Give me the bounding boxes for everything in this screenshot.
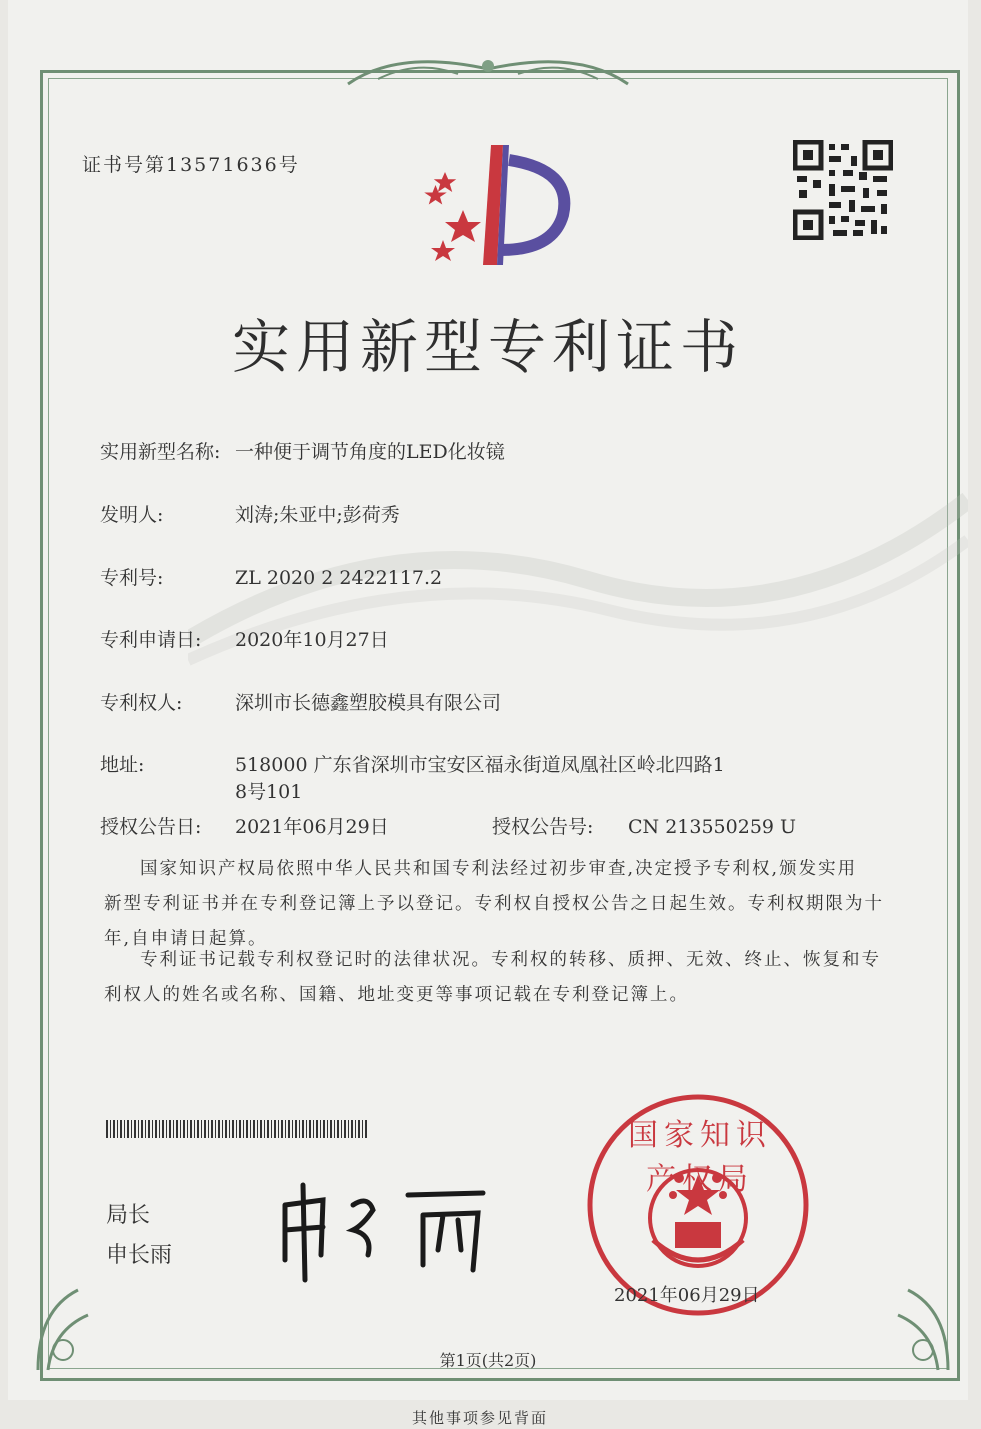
cnipa-logo-icon bbox=[413, 140, 573, 270]
field-value: CN 213550259 U bbox=[628, 816, 797, 838]
text-line: 国家知识产权局依照中华人民共和国专利法经过初步审查,决定授予专利权,颁发实用 bbox=[140, 859, 858, 879]
top-ornament-icon bbox=[338, 44, 638, 94]
field-value: 2020年10月27日 bbox=[235, 629, 389, 651]
declaration-paragraph-2 bbox=[104, 943, 894, 1013]
field-label: 发明人: bbox=[100, 504, 164, 526]
certificate-sheet bbox=[8, 0, 968, 1400]
page-number: 第1页(共2页) bbox=[439, 1351, 537, 1370]
field-value-line2: 8号101 bbox=[235, 781, 303, 803]
field-filing-date bbox=[100, 625, 389, 652]
field-patentee bbox=[100, 688, 501, 715]
qr-code-icon bbox=[793, 140, 893, 240]
field-grant-date bbox=[100, 812, 389, 839]
certificate-number: 证书号第13571636号 bbox=[82, 154, 300, 176]
field-value: ZL 2020 2 2422117.2 bbox=[235, 567, 443, 589]
field-value: 2021年06月29日 bbox=[235, 816, 389, 838]
field-address bbox=[100, 750, 725, 777]
seal-date: 2021年06月29日 bbox=[614, 1285, 760, 1306]
field-inventors bbox=[100, 500, 400, 527]
field-label: 实用新型名称: bbox=[100, 441, 221, 463]
field-value: 深圳市长德鑫塑胶模具有限公司 bbox=[235, 692, 502, 714]
field-value: 一种便于调节角度的LED化妆镜 bbox=[235, 441, 505, 463]
declaration-paragraph-1 bbox=[104, 852, 894, 957]
text-line: 年,自申请日起算。 bbox=[104, 929, 268, 949]
field-label: 授权公告日: bbox=[100, 816, 202, 838]
text-line: 专利证书记载专利权登记时的法律状况。专利权的转移、质押、无效、终止、恢复和专 bbox=[140, 950, 881, 970]
certificate-title: 实用新型专利证书 bbox=[231, 313, 744, 381]
text-line: 新型专利证书并在专利登记簿上予以登记。专利权自授权公告之日起生效。专利权期限为十 bbox=[104, 894, 884, 914]
field-announcement-number bbox=[492, 812, 796, 839]
field-label: 专利申请日: bbox=[100, 629, 202, 651]
field-label: 专利权人: bbox=[100, 692, 183, 714]
back-page-note: 其他事项参见背面 bbox=[411, 1409, 548, 1427]
seal-text: 国家知识产权局 bbox=[628, 1118, 772, 1197]
field-value-line1: 518000 广东省深圳市宝安区福永街道凤凰社区岭北四路1 bbox=[235, 754, 725, 776]
director-signature-icon bbox=[273, 1175, 503, 1285]
field-value: 刘涛;朱亚中;彭荷秀 bbox=[235, 504, 400, 526]
barcode-icon bbox=[106, 1120, 368, 1138]
field-label: 专利号: bbox=[100, 567, 164, 589]
field-label: 地址: bbox=[100, 754, 145, 776]
field-label: 授权公告号: bbox=[492, 816, 594, 838]
field-patent-number bbox=[100, 563, 442, 590]
field-utility-model-name bbox=[100, 437, 505, 464]
director-name: 申长雨 bbox=[106, 1243, 173, 1268]
field-address-continued bbox=[235, 777, 302, 804]
director-title: 局长 bbox=[106, 1203, 151, 1228]
text-line: 利权人的姓名或名称、国籍、地址变更等事项记载在专利登记簿上。 bbox=[104, 985, 689, 1005]
